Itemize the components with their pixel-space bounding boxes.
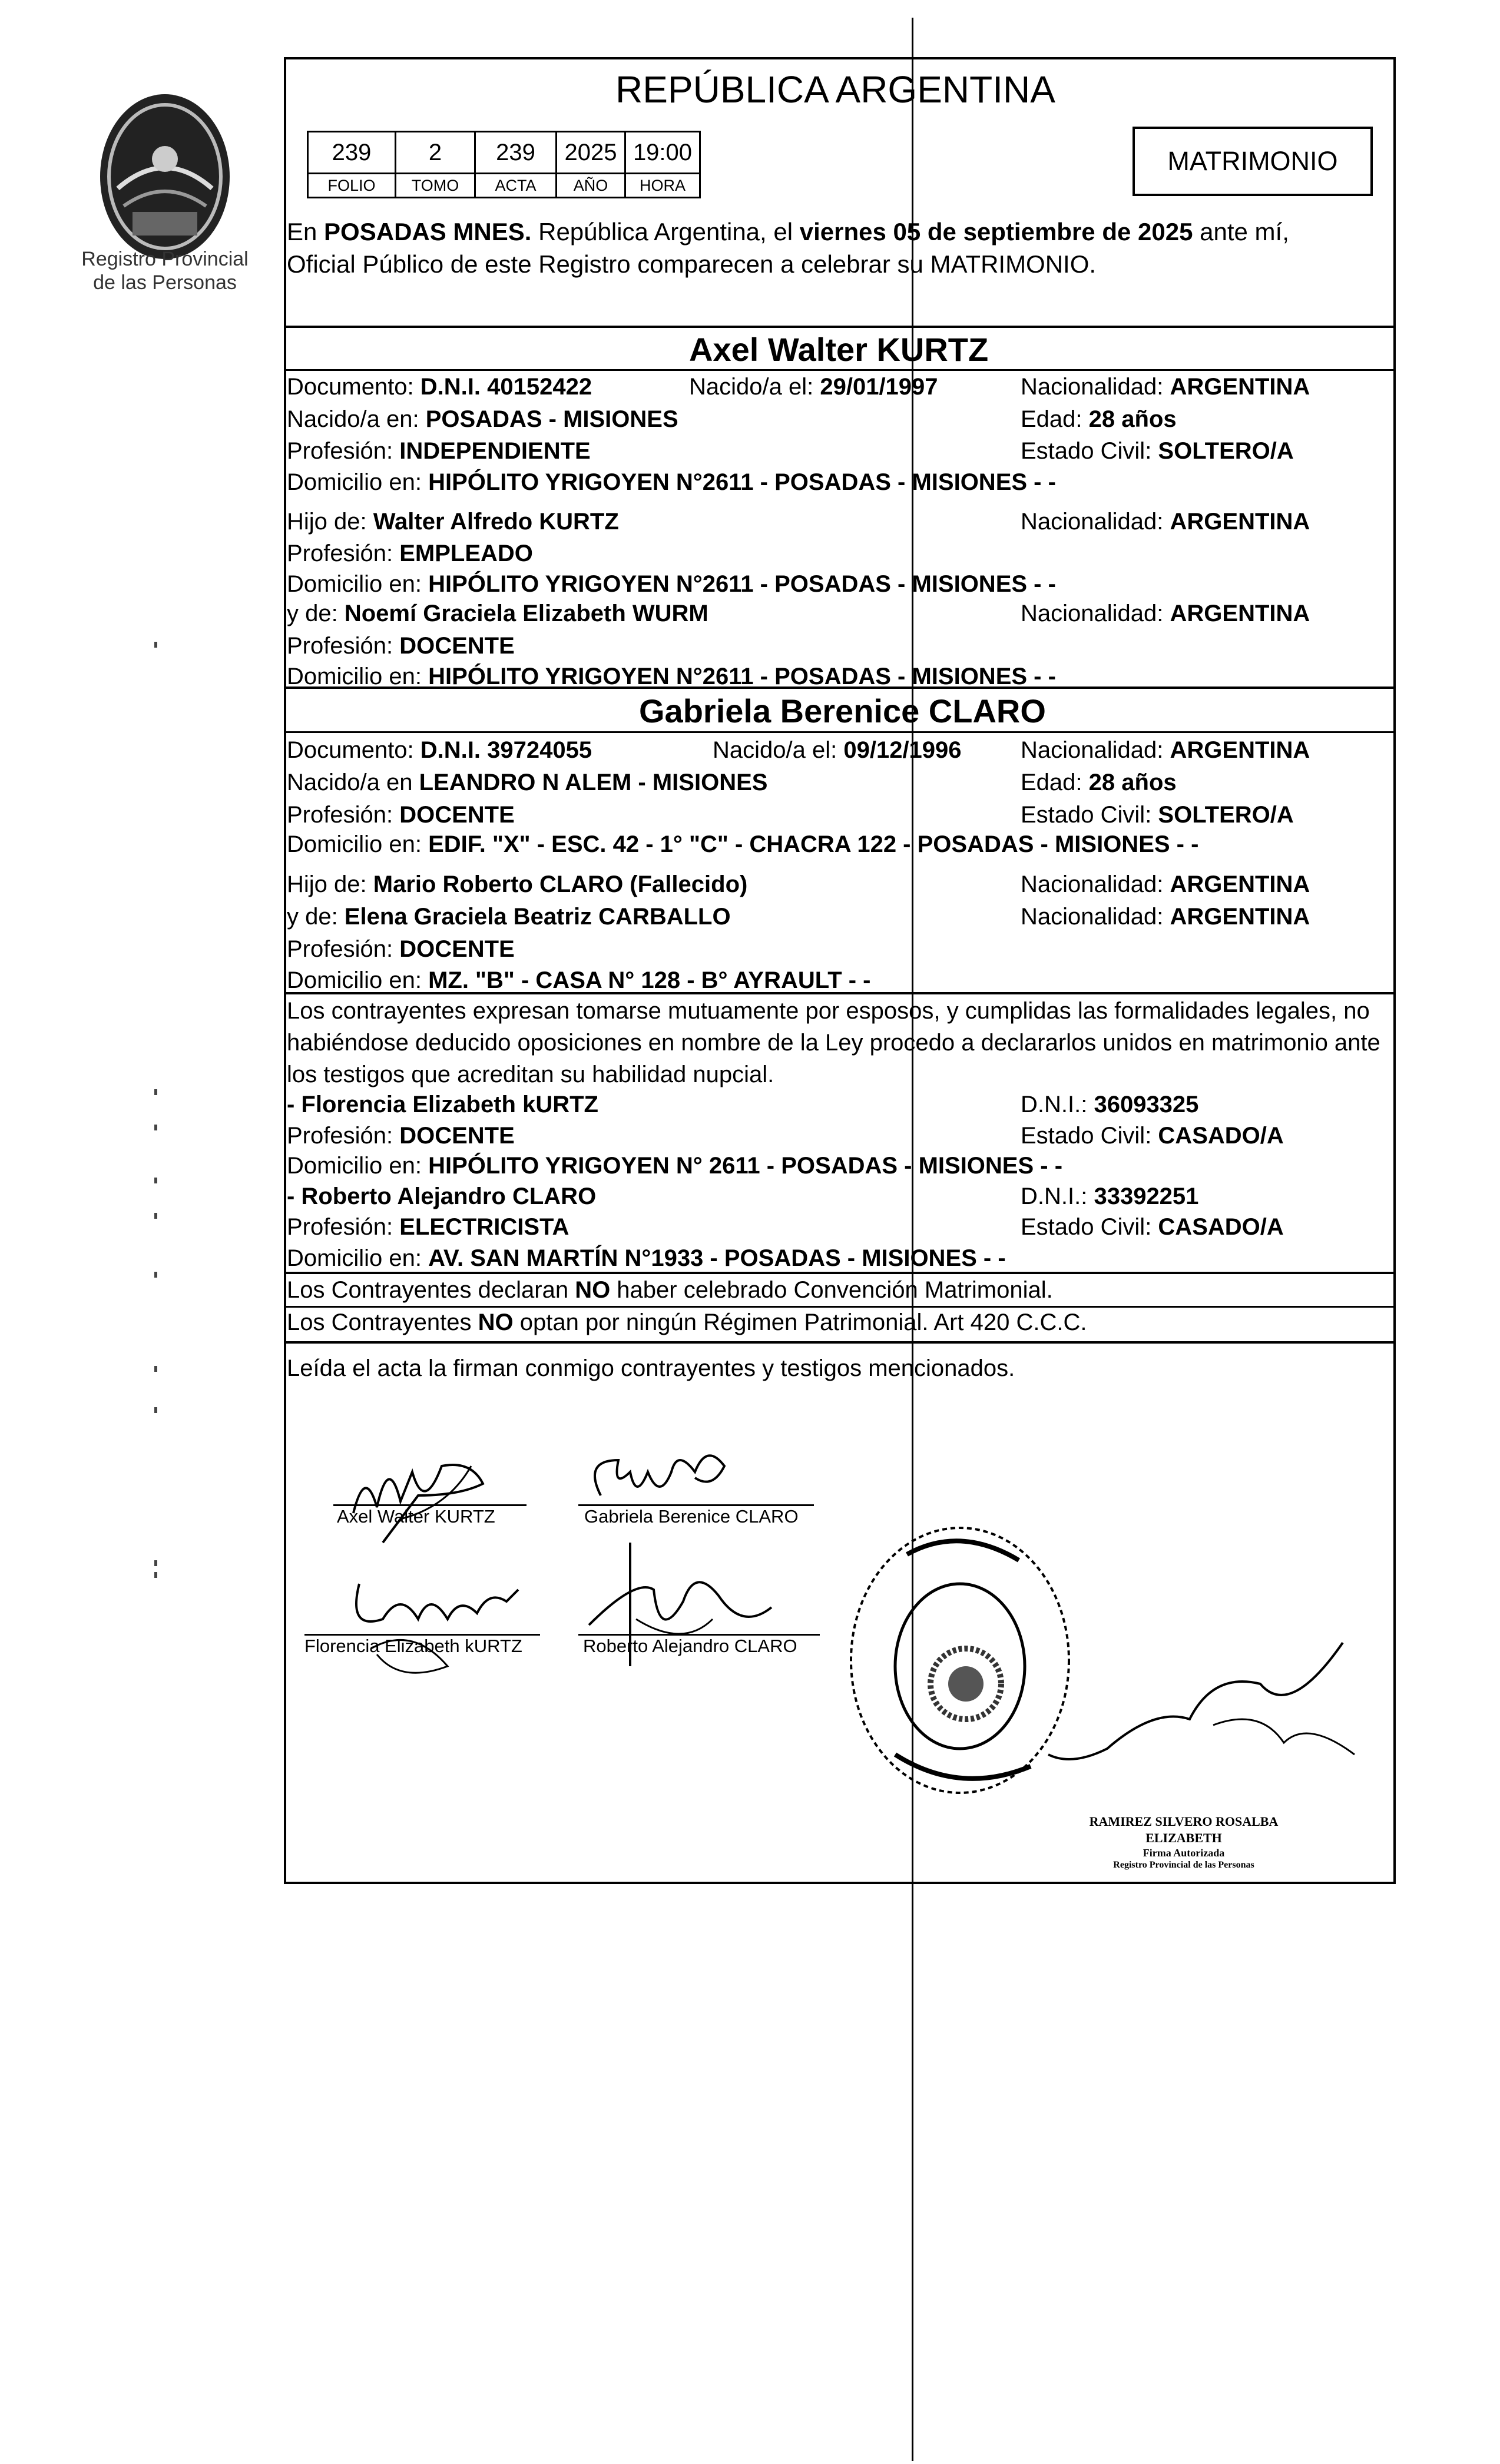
province-seal-icon xyxy=(82,88,247,265)
label: y de: xyxy=(287,904,345,930)
label: Profesión: xyxy=(287,1123,400,1149)
party1-dni: D.N.I. 40152422 xyxy=(420,374,592,400)
margin-mark xyxy=(154,1089,157,1095)
signature-label-3: Florencia Elizabeth kURTZ xyxy=(304,1636,522,1656)
signature-label-4: Roberto Alejandro CLARO xyxy=(583,1636,797,1656)
declaration-line1: Los contrayentes expresan tomarse mutuamente por esposos, y cumplidas las formalidades legales, no xyxy=(287,998,1370,1024)
label: Domicilio en: xyxy=(287,469,429,495)
witness2-addr-value: AV. SAN MARTÍN N°1933 - POSADAS - MISIONES - - xyxy=(428,1245,1006,1271)
margin-mark xyxy=(154,1572,157,1578)
party1-age xyxy=(1021,405,1177,433)
party2-mother-address xyxy=(287,966,871,994)
party1-mother-profession xyxy=(287,632,515,660)
party1-father-address xyxy=(287,570,1056,598)
label: Nacionalidad: xyxy=(1021,737,1170,763)
party2-mother-profession xyxy=(287,935,515,963)
party1-document xyxy=(287,373,592,401)
divider-regime xyxy=(284,1272,1396,1274)
party2-father-nat: ARGENTINA xyxy=(1170,871,1310,897)
folio-value: 239 xyxy=(308,132,396,174)
party2-mother-addr: MZ. "B" - CASA N° 128 - B° AYRAULT - - xyxy=(428,967,871,993)
label: Nacido/a en: xyxy=(287,406,426,432)
label: Estado Civil: xyxy=(1021,802,1158,828)
official-block xyxy=(1060,1813,1307,1871)
party1-address xyxy=(287,468,1056,496)
margin-mark xyxy=(154,1366,157,1372)
label: Nacionalidad: xyxy=(1021,509,1170,535)
label: Profesión: xyxy=(287,633,400,659)
country-title: REPÚBLICA ARGENTINA xyxy=(615,68,1055,111)
party1-birthdate: 29/01/1997 xyxy=(820,374,938,400)
intro-line2: Oficial Público de este Registro comparecen a celebrar su MATRIMONIO. xyxy=(287,250,1097,278)
margin-mark xyxy=(154,1560,157,1566)
signature-label-1: Axel Walter KURTZ xyxy=(337,1506,495,1527)
divider-closing xyxy=(284,1341,1396,1344)
hora-label: HORA xyxy=(625,174,700,198)
logo-caption-line2: de las Personas xyxy=(93,271,237,294)
hora-value: 19:00 xyxy=(625,132,700,174)
logo-caption-line1: Registro Provincial xyxy=(81,248,249,270)
party2-address xyxy=(287,830,1198,858)
intro-pre: En xyxy=(287,218,324,246)
declaration-text xyxy=(287,995,1393,1090)
label: Nacido/a en xyxy=(287,770,419,795)
margin-mark xyxy=(154,1125,157,1130)
party2-age-value: 28 años xyxy=(1088,770,1177,795)
declaration-line3: los testigos que acreditan su habilidad nupcial. xyxy=(287,1062,774,1087)
party2-civil-value: SOLTERO/A xyxy=(1158,802,1294,828)
party1-civil xyxy=(1021,437,1294,465)
label: Profesión: xyxy=(287,1214,400,1240)
label: Documento: xyxy=(287,737,420,763)
margin-mark xyxy=(154,642,157,648)
signature-scribble-icon xyxy=(330,1431,506,1548)
regime-line2-post: optan por ningún Régimen Patrimonial. Art 420 C.C.C. xyxy=(513,1309,1087,1335)
divider-regime-inner xyxy=(284,1306,1396,1308)
regime-line2-pre: Los Contrayentes xyxy=(287,1309,478,1335)
official-name: RAMIREZ SILVERO ROSALBA ELIZABETH xyxy=(1089,1814,1279,1845)
party2-mother xyxy=(287,903,731,931)
signature-2 xyxy=(577,1437,766,1513)
witness2-dni-value: 33392251 xyxy=(1094,1183,1199,1209)
regime-line1-pre: Los Contrayentes declaran xyxy=(287,1277,575,1303)
label: Hijo de: xyxy=(287,509,373,535)
folio-label: FOLIO xyxy=(308,174,396,198)
witness1-name: - Florencia Elizabeth kURTZ xyxy=(287,1092,598,1117)
witness1-civil xyxy=(1021,1122,1284,1150)
label: Nacido/a el: xyxy=(713,737,844,763)
regime-line2 xyxy=(287,1308,1087,1337)
divider-header xyxy=(284,326,1396,328)
signature-scribble-icon xyxy=(330,1554,542,1690)
witness1-dni-value: 36093325 xyxy=(1094,1092,1199,1117)
label: Hijo de: xyxy=(287,871,373,897)
acta-label: ACTA xyxy=(475,174,557,198)
label: Domicilio en: xyxy=(287,571,429,597)
label: D.N.I.: xyxy=(1021,1092,1094,1117)
witness2-civil xyxy=(1021,1213,1284,1241)
witness1-address xyxy=(287,1152,1062,1180)
label: Estado Civil: xyxy=(1021,438,1158,464)
party1-born xyxy=(689,373,938,401)
regime-line1-post: haber celebrado Convención Matrimonial. xyxy=(610,1277,1053,1303)
party2-age xyxy=(1021,768,1177,797)
regime-line2-no: NO xyxy=(478,1309,514,1335)
label: Estado Civil: xyxy=(1021,1214,1158,1240)
intro-mid: República Argentina, el xyxy=(531,218,800,246)
divider-party2 xyxy=(284,687,1396,689)
province-logo xyxy=(82,88,247,265)
regime-line1-no: NO xyxy=(575,1277,611,1303)
party1-nat: ARGENTINA xyxy=(1170,374,1310,400)
label: Domicilio en: xyxy=(287,1153,429,1179)
act-type-box: MATRIMONIO xyxy=(1133,127,1373,196)
margin-mark xyxy=(154,1178,157,1183)
party2-father xyxy=(287,870,747,898)
party1-mother-prof: DOCENTE xyxy=(399,633,515,659)
label: Domicilio en: xyxy=(287,1245,429,1271)
intro-line1 xyxy=(287,218,1289,246)
witness1-civil-value: CASADO/A xyxy=(1158,1123,1284,1149)
witness2-dni xyxy=(1021,1182,1198,1211)
party2-mother-prof: DOCENTE xyxy=(399,936,515,962)
declaration-line2: habiéndose deducido oposiciones en nombre de la Ley procedo a declararlos unidos en matrimonio ante xyxy=(287,1030,1380,1056)
party2-father-value: Mario Roberto CLARO (Fallecido) xyxy=(373,871,748,897)
witness2-civil-value: CASADO/A xyxy=(1158,1214,1284,1240)
party1-birthplace-value: POSADAS - MISIONES xyxy=(425,406,678,432)
witness2-profession xyxy=(287,1213,569,1241)
witness1-profession xyxy=(287,1122,515,1150)
party1-father-addr: HIPÓLITO YRIGOYEN N°2611 - POSADAS - MISIONES - - xyxy=(428,571,1056,597)
party2-birthdate: 09/12/1996 xyxy=(843,737,962,763)
party2-birthplace-value: LEANDRO N ALEM - MISIONES xyxy=(419,770,768,795)
party1-father-profession xyxy=(287,539,533,568)
party1-mother-addr: HIPÓLITO YRIGOYEN N°2611 - POSADAS - MISIONES - - xyxy=(428,664,1056,689)
witness2-address xyxy=(287,1244,1006,1272)
party2-mother-value: Elena Graciela Beatriz CARBALLO xyxy=(344,904,731,930)
label: Profesión: xyxy=(287,802,400,828)
closing-text: Leída el acta la firman conmigo contrayentes y testigos mencionados. xyxy=(287,1355,1015,1381)
signature-1 xyxy=(330,1431,506,1548)
label: Profesión: xyxy=(287,438,400,464)
label: Nacionalidad: xyxy=(1021,871,1170,897)
party2-born xyxy=(713,736,962,764)
label: Nacionalidad: xyxy=(1021,374,1170,400)
witness1-prof-value: DOCENTE xyxy=(399,1123,515,1149)
label: y de: xyxy=(287,601,345,626)
official-signature xyxy=(1037,1637,1366,1784)
signature-3 xyxy=(330,1554,542,1690)
party1-addr-value: HIPÓLITO YRIGOYEN N°2611 - POSADAS - MISIONES - - xyxy=(428,469,1056,495)
label: Estado Civil: xyxy=(1021,1123,1158,1149)
party2-profession xyxy=(287,801,515,829)
witness1-addr-value: HIPÓLITO YRIGOYEN N° 2611 - POSADAS - MISIONES - - xyxy=(428,1153,1063,1179)
party1-nationality xyxy=(1021,373,1310,401)
party1-mother-nationality xyxy=(1021,599,1310,628)
party2-document xyxy=(287,736,592,764)
party2-dni: D.N.I. 39724055 xyxy=(420,737,592,763)
logo-caption xyxy=(71,247,259,294)
label: Nacido/a el: xyxy=(689,374,820,400)
acta-value: 239 xyxy=(475,132,557,174)
party1-name: Axel Walter KURTZ xyxy=(689,331,989,368)
label: Documento: xyxy=(287,374,420,400)
party1-birthplace xyxy=(287,405,678,433)
party1-age-value: 28 años xyxy=(1088,406,1177,432)
divider-party1 xyxy=(284,369,1396,371)
party1-father xyxy=(287,508,619,536)
anio-value: 2025 xyxy=(557,132,625,174)
official-role: Firma Autorizada xyxy=(1143,1847,1225,1859)
party1-prof-value: INDEPENDIENTE xyxy=(399,438,591,464)
intro-post: ante mí, xyxy=(1193,218,1289,246)
party2-nationality xyxy=(1021,736,1310,764)
official-org: Registro Provincial de las Personas xyxy=(1113,1860,1254,1870)
divider-party2-header xyxy=(284,731,1396,733)
party1-mother-nat: ARGENTINA xyxy=(1170,601,1310,626)
tomo-value: 2 xyxy=(396,132,475,174)
margin-mark xyxy=(154,1272,157,1278)
regime-line1 xyxy=(287,1276,1053,1304)
party1-father-value: Walter Alfredo KURTZ xyxy=(373,509,619,535)
party2-mother-nat: ARGENTINA xyxy=(1170,904,1310,930)
party2-civil xyxy=(1021,801,1294,829)
anio-label: AÑO xyxy=(557,174,625,198)
intro-place: POSADAS MNES. xyxy=(324,218,532,246)
witness2-name: - Roberto Alejandro CLARO xyxy=(287,1183,597,1209)
tomo-label: TOMO xyxy=(396,174,475,198)
party1-father-nationality xyxy=(1021,508,1310,536)
party1-father-prof: EMPLEADO xyxy=(399,540,533,566)
party1-profession xyxy=(287,437,591,465)
signature-scribble-icon xyxy=(577,1437,766,1513)
party2-nat: ARGENTINA xyxy=(1170,737,1310,763)
party2-father-nationality xyxy=(1021,870,1310,898)
label: Domicilio en: xyxy=(287,664,429,689)
party2-prof-value: DOCENTE xyxy=(399,802,515,828)
divider-declaration xyxy=(284,992,1396,994)
label: Profesión: xyxy=(287,936,400,962)
party2-name: Gabriela Berenice CLARO xyxy=(639,692,1046,729)
margin-mark xyxy=(154,1213,157,1219)
party2-mother-nationality xyxy=(1021,903,1310,931)
party1-father-nat: ARGENTINA xyxy=(1170,509,1310,535)
intro-date: viernes 05 de septiembre de 2025 xyxy=(799,218,1193,246)
label: Domicilio en: xyxy=(287,831,429,857)
label: Nacionalidad: xyxy=(1021,904,1170,930)
party1-mother-value: Noemí Graciela Elizabeth WURM xyxy=(344,601,708,626)
registry-table xyxy=(307,131,701,198)
label: D.N.I.: xyxy=(1021,1183,1094,1209)
party2-addr-value: EDIF. "X" - ESC. 42 - 1° "C" - CHACRA 122 - POSADAS - MISIONES - - xyxy=(428,831,1199,857)
margin-mark xyxy=(154,1407,157,1413)
label: Edad: xyxy=(1021,770,1089,795)
party1-mother xyxy=(287,599,708,628)
witness2-prof-value: ELECTRICISTA xyxy=(399,1214,569,1240)
party2-birthplace xyxy=(287,768,767,797)
label: Domicilio en: xyxy=(287,967,429,993)
signature-scribble-icon xyxy=(1037,1637,1366,1784)
party1-civil-value: SOLTERO/A xyxy=(1158,438,1294,464)
signature-label-2: Gabriela Berenice CLARO xyxy=(584,1506,799,1527)
witness1-dni xyxy=(1021,1090,1198,1119)
label: Profesión: xyxy=(287,540,400,566)
label: Nacionalidad: xyxy=(1021,601,1170,626)
label: Edad: xyxy=(1021,406,1089,432)
